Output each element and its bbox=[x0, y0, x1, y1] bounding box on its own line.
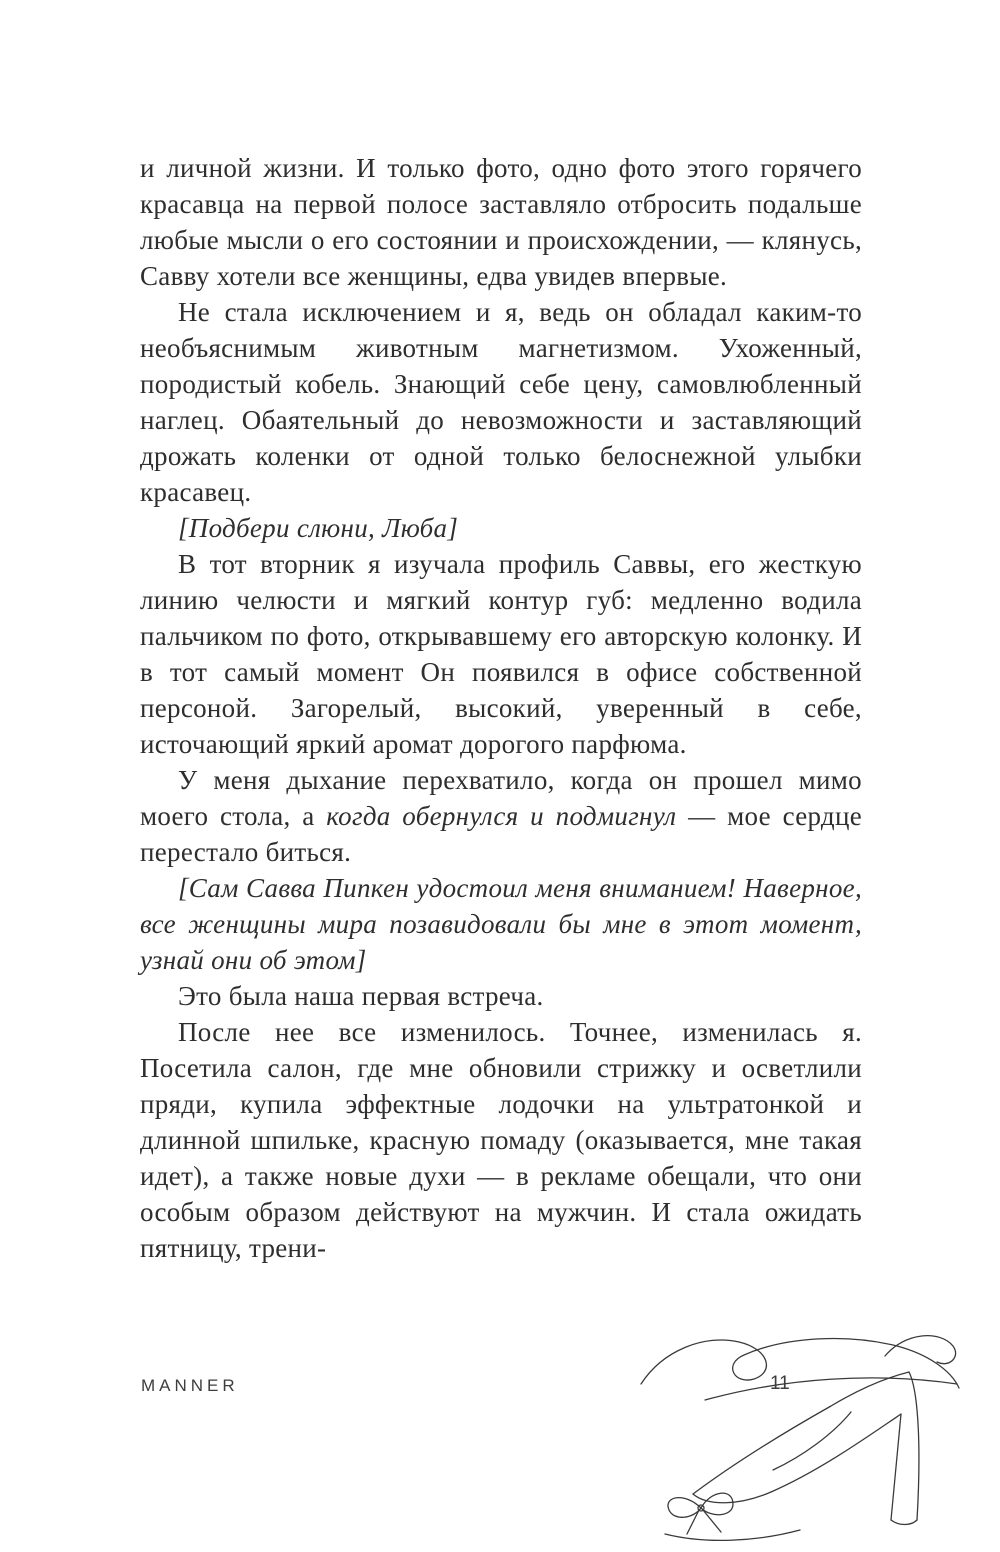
paragraph: Не стала исключением и я, ведь он обладал каким-то необъяснимым животным магнетизмом. Ухоженный, породистый кобель. Знающий себе цену, самовлюбленный наглец. Обаятельный до невозможности и заставляющий дрожать коленки от одной только белоснежной улыбки красавец. bbox=[140, 297, 862, 507]
heel-line bbox=[891, 1414, 901, 1520]
bow-loop bbox=[701, 1493, 733, 1515]
paragraph: После нее все изменилось. Точнее, изменилась я. Посетила салон, где мне обновили стрижку и осветлили пряди, купила эффектные лодочки на ультратонкой и длинной шпильке, красную помаду (оказывается, мне такая идет), а также новые духи — в рекламе обещали, что они особым образом действуют на мужчин. И стала ожидать пятницу, трени- bbox=[140, 1017, 862, 1263]
text-run-italic: когда обернулся и подмигнул bbox=[326, 801, 677, 831]
paragraph-aside-italic: [Подбери слюни, Люба] bbox=[178, 513, 459, 543]
stiletto-shoe-illustration bbox=[635, 1322, 965, 1542]
bow-ribbon bbox=[687, 1510, 699, 1534]
page-number: 11 bbox=[770, 1373, 790, 1394]
flourish-line bbox=[705, 1378, 957, 1400]
heel-cap bbox=[891, 1520, 917, 1525]
heel-line bbox=[909, 1372, 919, 1520]
text-run: — мое сердце перестало биться. bbox=[140, 801, 862, 867]
page-text bbox=[140, 150, 862, 1266]
flourish-loop bbox=[885, 1336, 956, 1364]
running-title: MANNER bbox=[141, 1376, 239, 1395]
ground-line bbox=[665, 1530, 800, 1540]
paragraph bbox=[140, 762, 862, 870]
paragraph-continuation: и личной жизни. И только фото, одно фото этого горячего красавца на первой полосе заставляло отбросить подальше любые мысли о его состоянии и происхождении, — клянусь, Савву хотели все женщины, едва увидев впервые. bbox=[140, 153, 862, 291]
shoe-arch-line bbox=[771, 1414, 901, 1492]
shoe-vamp-line bbox=[693, 1372, 909, 1494]
paragraph-aside-italic: [Сам Савва Пипкен удостоил меня вниманием! Наверное, все женщины мира позавидовали бы мне в этот момент, узнай они об этом] bbox=[140, 873, 862, 975]
paragraph: Это была наша первая встреча. bbox=[178, 981, 544, 1011]
shoe-opening-line bbox=[773, 1412, 851, 1470]
bow-loop bbox=[668, 1498, 701, 1518]
text-run: У меня дыхание перехватило, когда он прошел мимо моего стола, а bbox=[140, 765, 862, 831]
bow-ribbon bbox=[703, 1510, 721, 1532]
flourish-line bbox=[641, 1339, 959, 1388]
paragraph: В тот вторник я изучала профиль Саввы, его жесткую линию челюсти и мягкий контур губ: медленно водила пальчиком по фото, открывавшему его авторскую колонку. И в тот самый момент Он появился в офисе собственной персоной. Загорелый, высокий, уверенный в себе, источающий яркий аромат дорогого парфюма. bbox=[140, 549, 862, 759]
